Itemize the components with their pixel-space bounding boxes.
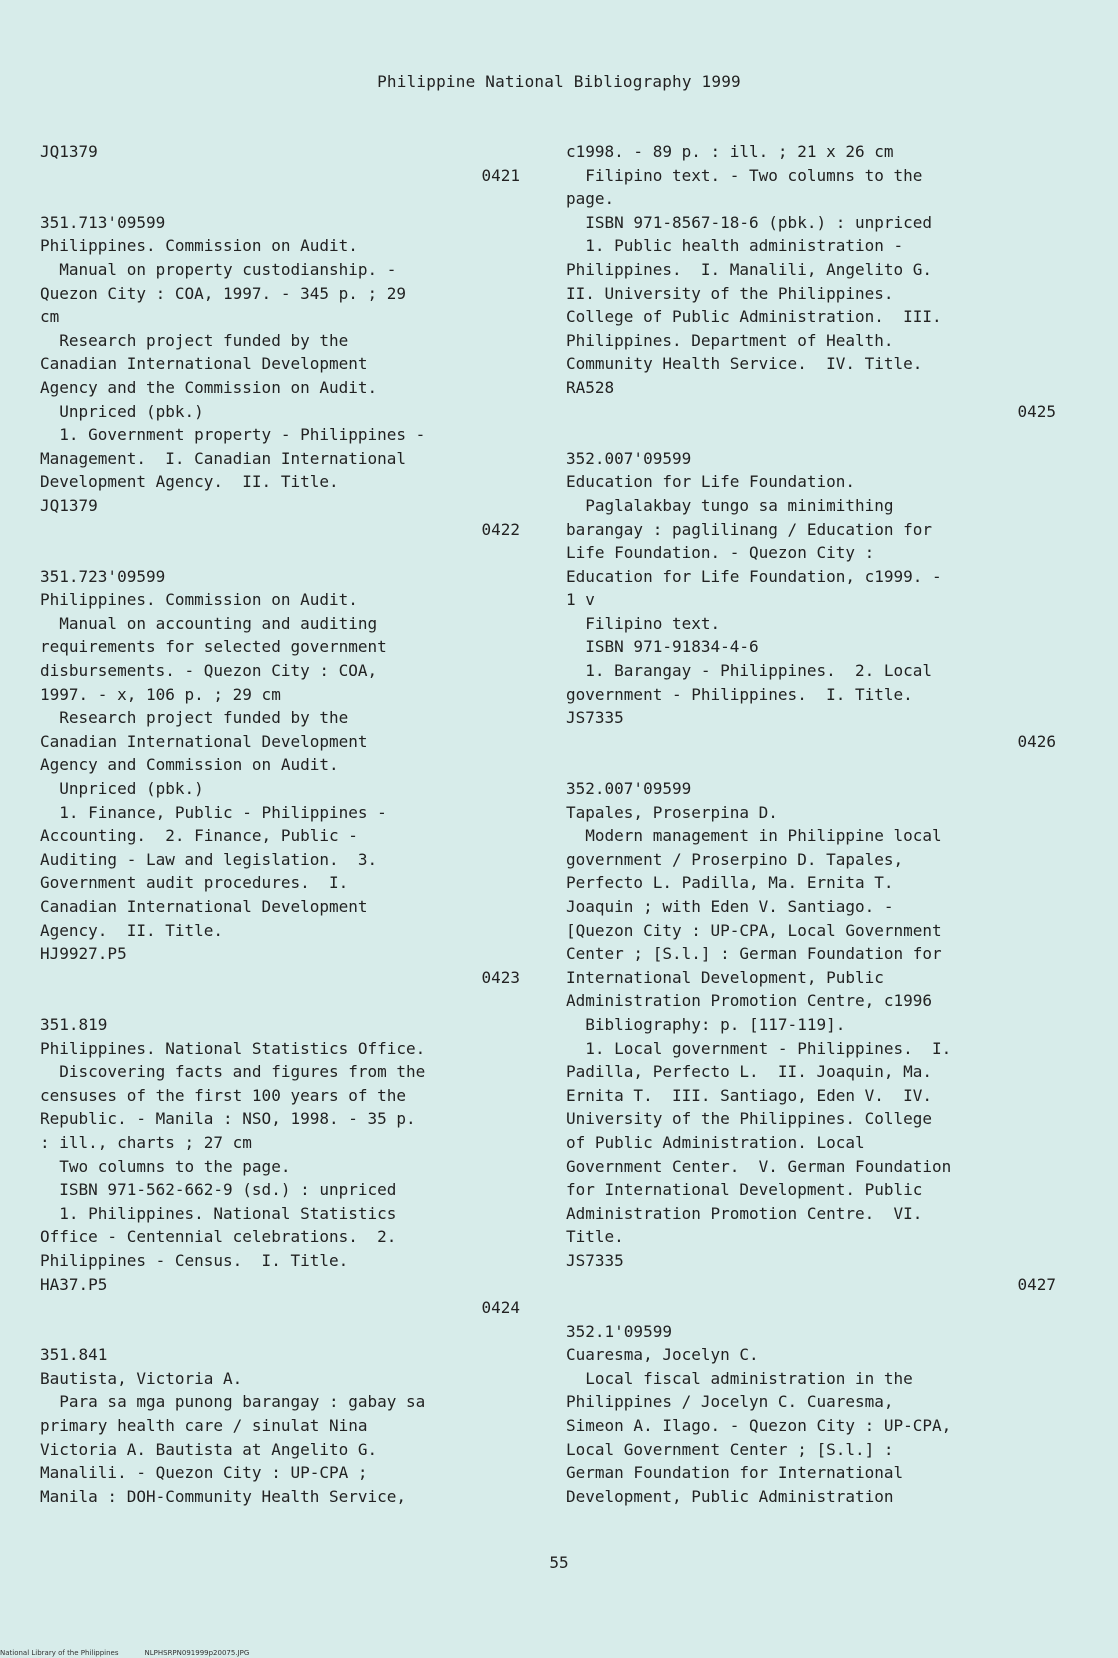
bibliographic-line: Philippines / Jocelyn C. Cuaresma, <box>566 1392 894 1412</box>
bibliographic-line: Bibliography: p. [117-119]. <box>566 1014 846 1034</box>
bibliographic-line: 352.1'09599 <box>566 1321 672 1341</box>
bibliographic-line: Local Government Center ; [S.l.] : <box>566 1439 894 1459</box>
bibliographic-line: 351.713'09599 <box>40 212 166 232</box>
bibliographic-line: Bautista, Victoria A. <box>40 1368 243 1388</box>
left-column <box>40 140 520 1508</box>
bibliographic-line: 351.819 <box>40 1014 108 1034</box>
bibliographic-line: censuses of the first 100 years of the <box>40 1085 407 1105</box>
bibliographic-line: 352.007'09599 <box>566 779 692 799</box>
bibliographic-line: HJ9927.P5 <box>40 944 127 964</box>
bibliographic-line: Development, Public Administration <box>566 1486 894 1506</box>
bibliographic-line: Padilla, Perfecto L. II. Joaquin, Ma. <box>566 1062 933 1082</box>
bibliographic-line: Office - Centennial celebrations. 2. <box>40 1227 397 1247</box>
bibliographic-line: Unpriced (pbk.) <box>40 779 204 799</box>
bibliographic-line: Life Foundation. - Quezon City : <box>566 543 875 563</box>
bibliographic-line: cm <box>40 307 60 327</box>
bibliographic-line: Filipino text. <box>566 613 721 633</box>
bibliographic-line: Management. I. Canadian International <box>40 448 407 468</box>
entry-number: 0423 <box>481 967 520 987</box>
bibliographic-line: Philippines. I. Manalili, Angelito G. <box>566 259 933 279</box>
bibliographic-line: 351.841 <box>40 1345 108 1365</box>
bibliographic-line: JQ1379 <box>40 495 98 515</box>
bibliographic-line: JQ1379 <box>40 142 98 161</box>
bibliographic-line: Philippines - Census. I. Title. <box>40 1250 349 1270</box>
bibliographic-line: Education for Life Foundation. <box>566 472 855 492</box>
bibliographic-line: ISBN 971-91834-4-6 <box>566 637 759 657</box>
bibliographic-line: 1. Government property - Philippines - <box>40 425 426 445</box>
bibliographic-line: International Development, Public <box>566 967 884 987</box>
scan-credit <box>0 1649 275 1657</box>
bibliographic-line: Canadian International Development <box>40 354 368 374</box>
spacer <box>40 187 520 211</box>
bibliographic-line: Development Agency. II. Title. <box>40 472 339 492</box>
bibliographic-line: Administration Promotion Centre. VI. <box>566 1203 923 1223</box>
bibliographic-line: 1. Finance, Public - Philippines - <box>40 802 387 822</box>
bibliographic-line: Philippines. National Statistics Office. <box>40 1038 426 1058</box>
bibliographic-line: Manalili. - Quezon City : UP-CPA ; <box>40 1463 368 1483</box>
bibliographic-line: primary health care / sinulat Nina <box>40 1416 368 1436</box>
bibliographic-line: Philippines. Commission on Audit. <box>40 236 358 256</box>
bibliographic-line: Canadian International Development <box>40 731 368 751</box>
bibliographic-line: 1. Local government - Philippines. I. <box>566 1038 952 1058</box>
bibliographic-line: 1 v <box>566 590 595 610</box>
bibliographic-line: c1998. - 89 p. : ill. ; 21 x 26 cm <box>566 142 894 161</box>
bibliographic-line: ISBN 971-8567-18-6 (pbk.) : unpriced <box>566 212 933 232</box>
spacer <box>40 989 520 1013</box>
spacer <box>40 541 520 565</box>
bibliographic-line: government - Philippines. I. Title. <box>566 684 913 704</box>
spacer <box>40 1320 520 1344</box>
bibliographic-line: Manual on accounting and auditing <box>40 613 378 633</box>
bibliographic-line: Ernita T. III. Santiago, Eden V. IV. <box>566 1085 933 1105</box>
bibliographic-line: Government audit procedures. I. <box>40 873 349 893</box>
bibliographic-line: JS7335 <box>566 708 624 728</box>
bibliographic-line: Education for Life Foundation, c1999. - <box>566 566 942 586</box>
bibliographic-line: Unpriced (pbk.) <box>40 401 204 421</box>
bibliographic-line: Paglalakbay tungo sa minimithing <box>566 495 894 515</box>
bibliographic-line: of Public Administration. Local <box>566 1132 865 1152</box>
bibliographic-line: RA528 <box>566 377 615 397</box>
bibliographic-line: Title. <box>566 1227 624 1247</box>
file-name: NLPHSRPN091999p20075.JPG <box>144 1649 250 1657</box>
bibliographic-line: College of Public Administration. III. <box>566 307 942 327</box>
bibliographic-line: Victoria A. Bautista at Angelito G. <box>40 1439 378 1459</box>
bibliographic-line: 352.007'09599 <box>566 448 692 468</box>
bibliographic-line: II. University of the Philippines. <box>566 283 894 303</box>
spacer <box>566 753 1056 777</box>
spacer <box>566 423 1056 447</box>
bibliographic-line: University of the Philippines. College <box>566 1109 933 1129</box>
bibliographic-line: page. <box>566 189 615 209</box>
bibliographic-line: Filipino text. - Two columns to the <box>566 165 923 185</box>
entry-number: 0422 <box>481 519 520 539</box>
right-column <box>566 140 1056 1508</box>
page-number: 55 <box>549 1553 569 1572</box>
entry-number: 0424 <box>481 1298 520 1318</box>
bibliographic-line: government / Proserpino D. Tapales, <box>566 849 904 869</box>
bibliographic-line: 351.723'09599 <box>40 566 166 586</box>
bibliographic-line: Philippines. Department of Health. <box>566 330 894 350</box>
bibliographic-line: disbursements. - Quezon City : COA, <box>40 661 378 681</box>
bibliographic-line: Administration Promotion Centre, c1996 <box>566 991 933 1011</box>
bibliographic-line: Simeon A. Ilago. - Quezon City : UP-CPA, <box>566 1416 952 1436</box>
bibliographic-line: [Quezon City : UP-CPA, Local Government <box>566 920 942 940</box>
bibliographic-line: Joaquin ; with Eden V. Santiago. - <box>566 897 894 916</box>
bibliographic-line: Government Center. V. German Foundation <box>566 1156 952 1176</box>
spacer <box>566 1296 1056 1320</box>
bibliographic-line: Perfecto L. Padilla, Ma. Ernita T. <box>566 873 894 893</box>
bibliographic-line: Community Health Service. IV. Title. <box>566 354 923 374</box>
entry-number: 0426 <box>1017 731 1056 751</box>
bibliographic-line: Accounting. 2. Finance, Public - <box>40 826 358 846</box>
bibliographic-line: 1. Public health administration - <box>566 236 904 256</box>
bibliographic-line: Local fiscal administration in the <box>566 1368 913 1388</box>
bibliographic-line: Manual on property custodianship. - <box>40 259 397 279</box>
bibliographic-line: for International Development. Public <box>566 1180 923 1200</box>
page-title: Philippine National Bibliography 1999 <box>377 72 741 91</box>
entry-number: 0427 <box>1017 1274 1056 1294</box>
bibliographic-line: Republic. - Manila : NSO, 1998. - 35 p. <box>40 1109 416 1129</box>
bibliographic-line: HA37.P5 <box>40 1274 108 1294</box>
bibliographic-line: Center ; [S.l.] : German Foundation for <box>566 944 942 964</box>
bibliographic-line: Auditing - Law and legislation. 3. <box>40 849 378 869</box>
bibliographic-line: 1. Barangay - Philippines. 2. Local <box>566 661 933 681</box>
library-credit: National Library of the Philippines <box>0 1649 119 1657</box>
bibliographic-line: Canadian International Development <box>40 897 368 916</box>
bibliographic-line: ISBN 971-562-662-9 (sd.) : unpriced <box>40 1180 397 1200</box>
bibliographic-line: Research project funded by the <box>40 330 349 350</box>
bibliographic-line: Cuaresma, Jocelyn C. <box>566 1345 759 1365</box>
entry-number: 0425 <box>1017 401 1056 421</box>
bibliographic-line: Agency and Commission on Audit. <box>40 755 339 775</box>
bibliographic-line: Tapales, Proserpina D. <box>566 802 778 822</box>
bibliographic-line: : ill., charts ; 27 cm <box>40 1132 252 1152</box>
bibliographic-line: Discovering facts and figures from the <box>40 1062 426 1082</box>
bibliographic-line: 1. Philippines. National Statistics <box>40 1203 397 1223</box>
bibliographic-line: Research project funded by the <box>40 708 349 728</box>
bibliographic-line: Manila : DOH-Community Health Service, <box>40 1486 407 1506</box>
bibliographic-line: Para sa mga punong barangay : gabay sa <box>40 1392 426 1412</box>
bibliographic-line: Agency and the Commission on Audit. <box>40 377 378 397</box>
bibliographic-line: Two columns to the page. <box>40 1156 291 1176</box>
bibliographic-line: JS7335 <box>566 1250 624 1270</box>
bibliographic-line: 1997. - x, 106 p. ; 29 cm <box>40 684 281 704</box>
bibliographic-line: requirements for selected government <box>40 637 387 657</box>
bibliographic-line: Quezon City : COA, 1997. - 345 p. ; 29 <box>40 283 407 303</box>
bibliographic-line: Agency. II. Title. <box>40 920 224 940</box>
bibliographic-line: German Foundation for International <box>566 1463 904 1483</box>
entry-number: 0421 <box>481 165 520 185</box>
bibliographic-line: barangay : paglilinang / Education for <box>566 519 933 539</box>
bibliographic-line: Modern management in Philippine local <box>566 826 942 846</box>
bibliographic-line: Philippines. Commission on Audit. <box>40 590 358 610</box>
